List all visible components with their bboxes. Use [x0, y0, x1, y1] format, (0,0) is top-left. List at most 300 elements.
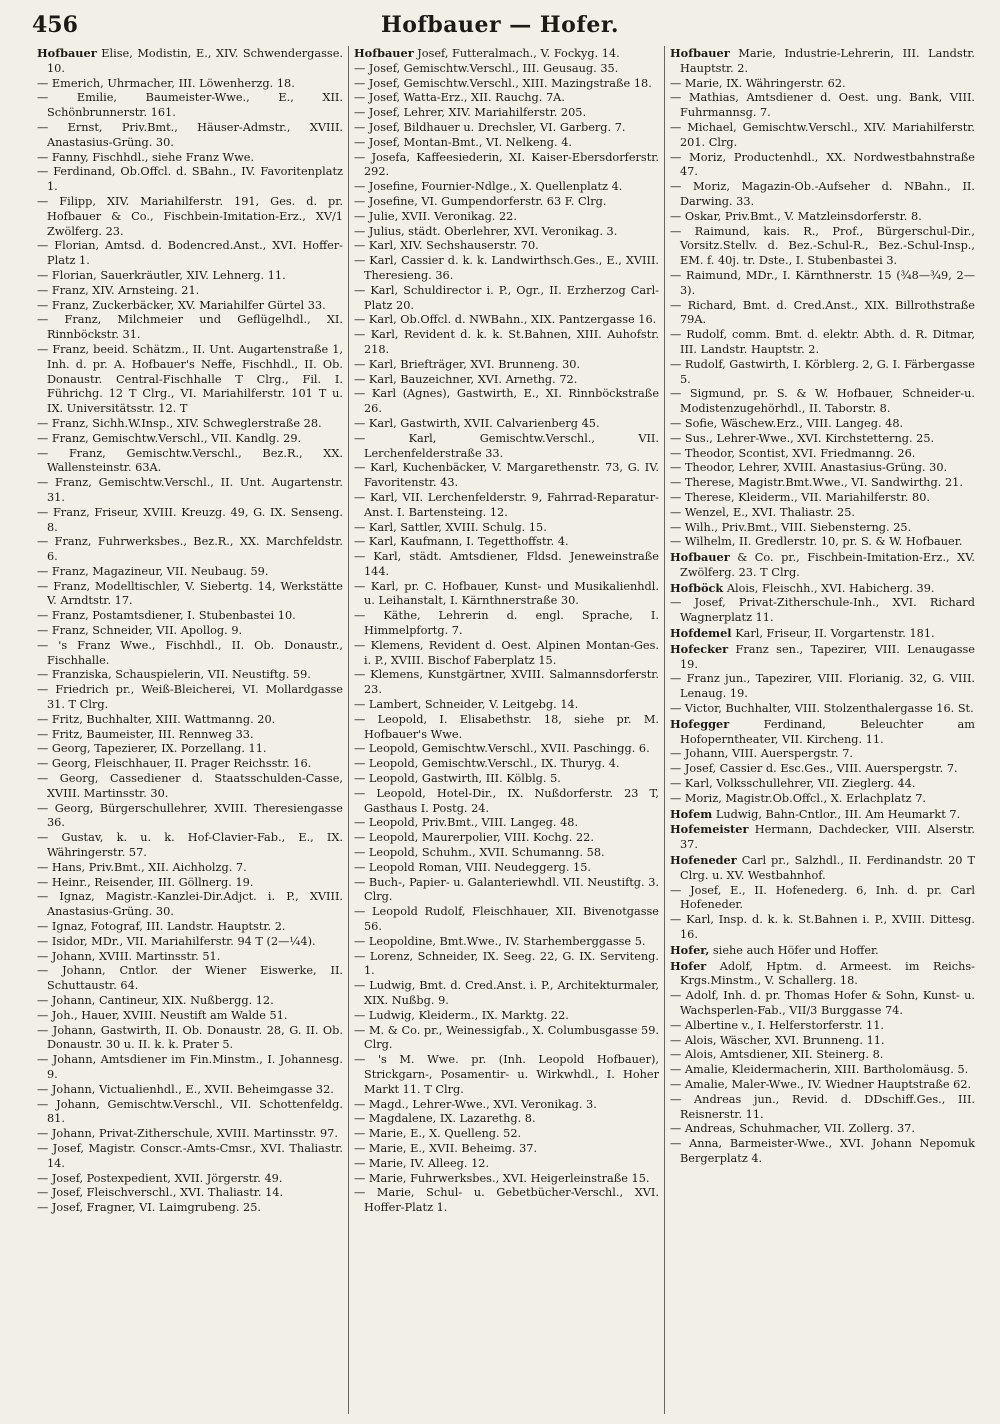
entry-text: — Johann, Cantineur, XIX. Nußbergg. 12.	[37, 994, 274, 1007]
directory-entry	[37, 46, 343, 77]
directory-entry	[37, 994, 343, 1009]
directory-entry	[354, 1142, 659, 1157]
entry-text: — Moriz, Productenhdl., XX. Nordwestbahnstraße 47.	[670, 150, 975, 179]
entry-text: — M. & Co. pr., Weinessigfab., X. Columbusgasse 59. Clrg.	[354, 1023, 659, 1052]
entry-text: — Franz, Gemischtw.Verschl., II. Unt. Augartenstr. 31.	[37, 476, 343, 504]
entry-surname: Hofem	[670, 806, 713, 821]
directory-entry	[670, 46, 975, 77]
entry-text: — 's M. Wwe. pr. (Inh. Leopold Hofbauer), Strickgarn-, Posamentir- u. Wirkwhdl., I. Hoher Markt 11. T Clrg.	[354, 1053, 659, 1096]
entry-text: — Fritz, Buchhalter, XIII. Wattmanng. 20.	[37, 712, 276, 726]
directory-entry	[670, 747, 975, 762]
directory-entry	[37, 432, 343, 447]
entry-text: — Josef, Watta-Erz., XII. Rauchg. 7A.	[354, 91, 565, 105]
directory-entry	[354, 239, 659, 254]
entry-text: — Josef, Postexpedient, XVII. Jörgerstr. 49.	[37, 1171, 283, 1185]
entry-text: — Franz, Milchmeier und Geflügelhdl., XI. Rinnböckstr. 31.	[37, 313, 343, 342]
entry-text: — Karl, Kaufmann, I. Tegetthoffstr. 4.	[354, 535, 569, 549]
directory-entry	[670, 506, 975, 521]
directory-entry	[354, 91, 659, 106]
entry-text: — Filipp, XIV. Mariahilferstr. 191, Ges. d. pr. Hofbauer & Co., Fischbein-Imitation-Erz., XV/1 Zwölferg. 23.	[37, 194, 343, 238]
entry-text: — Franz, Sichh.W.Insp., XIV. Schweglerstraße 28.	[37, 416, 322, 430]
entry-text: — Wilhelm, II. Gredlerstr. 10, pr. S. & W. Hofbauer.	[670, 535, 963, 549]
entry-text: — Heinr., Reisender, III. Göllnerg. 19.	[37, 875, 254, 889]
directory-entry	[37, 343, 343, 417]
entry-text: — Emerich, Uhrmacher, III. Löwenherzg. 18.	[37, 76, 295, 90]
entry-text: — Leopold, Gemischtw.Verschl., IX. Thuryg. 4.	[354, 757, 620, 771]
directory-entry	[670, 777, 975, 792]
entry-text: — Theodor, Lehrer, XVIII. Anastasius-Grüng. 30.	[670, 461, 948, 475]
directory-entry	[670, 225, 975, 269]
directory-entry	[354, 698, 659, 713]
entry-text: — Karl, Revident d. k. k. St.Bahnen, XIII. Auhofstr. 218.	[354, 328, 659, 356]
entry-text: Adolf, Hptm. d. Armeest. im Reichs-Krgs.Minstm., V. Schallerg. 18.	[680, 959, 976, 988]
directory-entry	[37, 757, 343, 772]
entry-text: — Moriz, Magistr.Ob.Offcl., X. Erlachplatz 7.	[670, 791, 926, 805]
entry-text: — Karl, pr. C. Hofbauer, Kunst- und Musikalienhdl. u. Leihanstalt, I. Kärnthnerstraße 30.	[354, 579, 659, 608]
entry-text: — Karl, Briefträger, XVI. Brunneng. 30.	[354, 357, 581, 371]
entry-surname: Hofecker	[670, 641, 729, 656]
entry-text: Alois, Fleischh., XVI. Habicherg. 39.	[726, 581, 935, 595]
directory-entry	[37, 506, 343, 536]
entry-text: — Franz, Postamtsdiener, I. Stubenbastei 10.	[37, 609, 296, 623]
directory-entry	[354, 432, 659, 462]
entry-text: — Amalie, Kleidermacherin, XIII. Bartholomäusg. 5.	[670, 1063, 969, 1077]
directory-entry	[670, 299, 975, 329]
directory-entry	[670, 417, 975, 432]
column-left	[32, 46, 348, 1414]
directory-entry	[354, 1053, 659, 1097]
page-header	[0, 10, 1000, 44]
entry-text: — Josef, Privat-Zitherschule-Inh., XVI. Richard Wagnerplatz 11.	[670, 596, 975, 625]
directory-entry	[354, 713, 659, 743]
directory-entry	[354, 550, 659, 580]
directory-entry	[354, 151, 659, 181]
directory-entry	[37, 668, 343, 683]
entry-text: — Marie, Fuhrwerksbes., XVI. Heigerleinstraße 15.	[354, 1171, 650, 1185]
directory-columns	[32, 46, 980, 1414]
directory-entry	[354, 905, 659, 935]
directory-entry	[37, 609, 343, 624]
entry-text: — Rudolf, Gastwirth, I. Körblerg. 2, G. I. Färbergasse 5.	[670, 357, 975, 386]
entry-text: — Karl, Volksschullehrer, VII. Zieglerg. 44.	[670, 777, 916, 791]
entry-text: — Therese, Magistr.Bmt.Wwe., VI. Sandwirthg. 21.	[670, 476, 963, 490]
entry-text: — Franz, Friseur, XVIII. Kreuzg. 49, G. IX. Senseng. 8.	[37, 505, 343, 534]
entry-text: — Leopold Rudolf, Fleischhauer, XII. Bivenotgasse 56.	[354, 905, 659, 934]
entry-text: — Hans, Priv.Bmt., XII. Aichholzg. 7.	[37, 860, 247, 874]
entry-text: Ferdinand, Beleuchter am Hofoperntheater, VII. Kircheng. 11.	[680, 717, 975, 746]
directory-entry	[354, 1172, 659, 1187]
directory-entry	[670, 1078, 975, 1093]
entry-surname: Hofböck	[670, 580, 724, 595]
entry-text: — Franz, Zuckerbäcker, XV. Mariahilfer Gürtel 33.	[37, 298, 326, 312]
entry-text: — Anna, Barmeister-Wwe., XVI. Johann Nepomuk Bergerplatz 4.	[670, 1137, 975, 1165]
directory-entry	[670, 581, 975, 597]
column-middle	[348, 46, 664, 1414]
entry-surname: Hofer,	[670, 942, 710, 957]
directory-entry	[670, 461, 975, 476]
entry-text: — Ernst, Priv.Bmt., Häuser-Admstr., XVIII. Anastasius-Grüng. 30.	[37, 120, 343, 149]
entry-text: — Lorenz, Schneider, IX. Seeg. 22, G. IX. Serviteng. 1.	[354, 949, 659, 978]
directory-entry	[670, 91, 975, 121]
directory-entry	[670, 642, 975, 673]
directory-entry	[37, 565, 343, 580]
entry-text: — Franz jun., Tapezirer, VIII. Florianig. 32, G. VIII. Lenaug. 19.	[670, 672, 975, 701]
column-right	[664, 46, 980, 1414]
page-title: Hofbauer — Hofer.	[380, 12, 620, 38]
entry-text: — Leopold, Hotel-Dir., IX. Nußdorferstr. 23 T, Gasthaus I. Postg. 24.	[354, 786, 659, 815]
directory-entry	[670, 521, 975, 536]
directory-entry	[670, 151, 975, 181]
entry-text: — Karl, städt. Amtsdiener, Fldsd. Jeneweinstraße 144.	[354, 550, 659, 578]
directory-entry	[354, 121, 659, 136]
entry-text: — Fanny, Fischhdl., siehe Franz Wwe.	[37, 150, 255, 164]
directory-entry	[37, 1009, 343, 1024]
directory-entry	[37, 195, 343, 239]
entry-text: — Käthe, Lehrerin d. engl. Sprache, I. Himmelpfortg. 7.	[354, 609, 659, 638]
entry-text: — Marie, IX. Währingerstr. 62.	[670, 76, 846, 90]
entry-text: — Marie, E., X. Quelleng. 52.	[354, 1127, 522, 1141]
entry-text: — Georg, Bürgerschullehrer, XVIII. Theresiengasse 36.	[37, 801, 343, 830]
entry-text: — Josef, E., II. Hofenederg. 6, Inh. d. pr. Carl Hofeneder.	[670, 883, 975, 912]
entry-text: — Raimund, kais. R., Prof., Bürgerschul-Dir., Vorsitz.Stellv. d. Bez.-Schul-R., Bez.-Schul-Insp., EM. f. 40j. tr. Dste., I. Stubenbastei 3.	[670, 224, 975, 268]
directory-entry	[670, 943, 975, 959]
entry-text: — Karl, Kuchenbäcker, V. Margarethenstr. 73, G. IV. Favoritenstr. 43.	[354, 461, 659, 490]
entry-text: — Johann, Cntlor. der Wiener Eiswerke, II. Schuttaustr. 64.	[37, 964, 343, 993]
directory-entry	[37, 890, 343, 920]
directory-entry	[37, 417, 343, 432]
entry-text: — Josef, Fleischverschl., XVI. Thaliastr. 14.	[37, 1186, 284, 1200]
directory-entry	[354, 876, 659, 906]
directory-entry	[670, 989, 975, 1019]
entry-text: — Amalie, Maler-Wwe., IV. Wiedner Hauptstraße 62.	[670, 1077, 972, 1091]
directory-entry	[354, 461, 659, 491]
entry-text: — Josef, Gemischtw.Verschl., III. Geusaug. 35.	[354, 61, 619, 75]
entry-text: — Andreas, Schuhmacher, VII. Zollerg. 37.	[670, 1122, 915, 1136]
directory-entry	[354, 1009, 659, 1024]
entry-text: — Leopold, Gemischtw.Verschl., XVII. Paschingg. 6.	[354, 742, 650, 756]
entry-text: Carl pr., Salzhdl., II. Ferdinandstr. 20 T Clrg. u. XV. Westbahnhof.	[680, 854, 975, 882]
directory-entry	[670, 328, 975, 358]
entry-text: — Franz, XIV. Arnsteing. 21.	[37, 283, 200, 297]
directory-entry	[354, 46, 659, 62]
directory-entry	[354, 417, 659, 432]
entry-text: — Georg, Cassediener d. Staatsschulden-Casse, XVIII. Martinsstr. 30.	[37, 772, 343, 800]
entry-text: — Ignaz, Fotograf, III. Landstr. Hauptstr. 2.	[37, 920, 286, 934]
directory-entry	[354, 225, 659, 240]
directory-entry	[670, 77, 975, 92]
directory-entry	[670, 626, 975, 642]
entry-text: — Sigmund, pr. S. & W. Hofbauer, Schneider-u. Modistenzugehörhdl., II. Taborstr. 8.	[670, 387, 975, 416]
directory-entry	[670, 1093, 975, 1123]
directory-entry	[354, 535, 659, 550]
entry-text: — Raimund, MDr., I. Kärnthnerstr. 15 (¾8—¾9, 2—3).	[670, 268, 975, 297]
entry-text: — Florian, Amtsd. d. Bodencred.Anst., XVI. Hoffer-Platz 1.	[37, 239, 343, 268]
entry-text: — Johann, Victualienhdl., E., XVII. Beheimgasse 32.	[37, 1082, 334, 1096]
directory-entry	[37, 535, 343, 565]
entry-text: — Leopold Roman, VIII. Neudeggerg. 15.	[354, 860, 591, 874]
directory-entry	[354, 816, 659, 831]
directory-entry	[670, 822, 975, 853]
entry-text: — Johann, Gemischtw.Verschl., VII. Schottenfeldg. 81.	[37, 1097, 343, 1126]
directory-entry	[37, 121, 343, 151]
entry-text: — Franz, Modelltischler, V. Siebertg. 14, Werkstätte V. Arndtstr. 17.	[37, 579, 343, 608]
entry-text: — Rudolf, comm. Bmt. d. elektr. Abth. d. R. Ditmar, III. Landstr. Hauptstr. 2.	[670, 328, 975, 356]
entry-text: — Richard, Bmt. d. Cred.Anst., XIX. Billrothstraße 79A.	[670, 298, 975, 327]
directory-entry	[354, 284, 659, 314]
entry-text: — Gustav, k. u. k. Hof-Clavier-Fab., E., IX. Währingerstr. 57.	[37, 831, 343, 860]
entry-text: — Buch-, Papier- u. Galanteriewhdl. VII. Neustiftg. 3. Clrg.	[354, 875, 659, 904]
entry-text: — Johann, Amtsdiener im Fin.Minstm., I. Johannesg. 9.	[37, 1053, 343, 1081]
directory-entry	[670, 884, 975, 914]
directory-entry	[354, 787, 659, 817]
directory-entry	[670, 792, 975, 807]
directory-entry	[37, 239, 343, 269]
entry-text: — Adolf, Inh. d. pr. Thomas Hofer & Sohn, Kunst- u. Wachsperlen-Fab., VII/3 Burggasse 74.	[670, 989, 975, 1017]
entry-text: — Sofie, Wäschew.Erz., VIII. Langeg. 48.	[670, 416, 904, 430]
directory-entry	[670, 702, 975, 717]
entry-text: — Mathias, Amtsdiener d. Oest. ung. Bank, VIII. Fuhrmannsg. 7.	[670, 91, 975, 120]
entry-text: — Karl, Bauzeichner, XVI. Arnethg. 72.	[354, 372, 578, 386]
entry-text: — Magdalene, IX. Lazarethg. 8.	[354, 1112, 536, 1126]
entry-text: — Albertine v., I. Helferstorferstr. 11.	[670, 1018, 885, 1032]
entry-text: — Josef, Gemischtw.Verschl., XIII. Mazingstraße 18.	[354, 76, 652, 90]
directory-entry	[37, 1186, 343, 1201]
directory-entry	[354, 1112, 659, 1127]
entry-text: — Karl, Ob.Offcl. d. NWBahn., XIX. Pantzergasse 16.	[354, 313, 657, 327]
directory-entry	[670, 1019, 975, 1034]
directory-entry	[354, 1157, 659, 1172]
entry-text: — Andreas jun., Revid. d. DDschiff.Ges., III. Reisnerstr. 11.	[670, 1092, 975, 1121]
directory-entry	[670, 853, 975, 884]
entry-text: Elise, Modistin, E., XIV. Schwendergasse. 10.	[47, 47, 343, 75]
directory-entry	[37, 1172, 343, 1187]
entry-surname: Hofbauer	[37, 46, 97, 60]
directory-entry	[354, 136, 659, 151]
entry-text: — Marie, IV. Alleeg. 12.	[354, 1156, 490, 1170]
directory-entry	[670, 959, 975, 990]
directory-entry	[670, 491, 975, 506]
entry-text: — Georg, Tapezierer, IX. Porzellang. 11.	[37, 742, 267, 756]
directory-entry	[670, 358, 975, 388]
directory-entry	[670, 596, 975, 626]
directory-entry	[354, 195, 659, 210]
entry-text: — Emilie, Baumeister-Wwe., E., XII. Schönbrunnerstr. 161.	[37, 91, 343, 120]
directory-entry	[670, 447, 975, 462]
entry-text: — Josef, Lehrer, XIV. Mariahilferstr. 205.	[354, 106, 587, 120]
directory-entry	[37, 639, 343, 669]
entry-text: — Georg, Fleischhauer, II. Prager Reichsstr. 16.	[37, 757, 312, 771]
directory-entry	[37, 772, 343, 802]
directory-entry	[670, 269, 975, 299]
directory-entry	[670, 913, 975, 943]
directory-entry	[670, 550, 975, 581]
entry-text: — Michael, Gemischtw.Verschl., XIV. Mariahilferstr. 201. Clrg.	[670, 120, 975, 149]
directory-entry	[354, 180, 659, 195]
entry-text: Ludwig, Bahn-Cntlor., III. Am Heumarkt 7.	[715, 807, 961, 821]
directory-entry	[354, 979, 659, 1009]
entry-text: — Johann, Gastwirth, II. Ob. Donaustr. 28, G. II. Ob. Donaustr. 30 u. II. k. k. Prater 5.	[37, 1023, 343, 1052]
directory-entry	[354, 639, 659, 669]
directory-entry	[37, 1083, 343, 1098]
directory-entry	[354, 1024, 659, 1054]
directory-entry	[37, 802, 343, 832]
directory-entry	[37, 742, 343, 757]
entry-text: Franz sen., Tapezirer, VIII. Lenaugasse 19.	[680, 642, 975, 671]
directory-entry	[37, 313, 343, 343]
entry-text: — Marie, E., XVII. Beheimg. 37.	[354, 1141, 538, 1155]
entry-text: — Leopold, Schuhm., XVII. Schumanng. 58.	[354, 846, 605, 860]
directory-entry	[670, 1063, 975, 1078]
entry-text: — Josef, Bildhauer u. Drechsler, VI. Garberg. 7.	[354, 120, 626, 134]
entry-text: — Karl, Gemischtw.Verschl., VII. Lerchenfelderstraße 33.	[354, 431, 659, 460]
entry-surname: Hofegger	[670, 716, 730, 731]
directory-entry	[37, 151, 343, 166]
directory-entry	[354, 521, 659, 536]
entry-text: — Franz, Magazineur, VII. Neubaug. 59.	[37, 564, 269, 578]
directory-entry	[37, 77, 343, 92]
entry-text: — Florian, Sauerkräutler, XIV. Lehnerg. 11.	[37, 268, 286, 282]
entry-text: — Josef, Fragner, VI. Laimgrubeng. 25.	[37, 1201, 262, 1215]
entry-text: — Johann, VIII. Auerspergstr. 7.	[670, 747, 854, 761]
directory-entry	[37, 91, 343, 121]
directory-entry	[354, 950, 659, 980]
entry-text: — Franziska, Schauspielerin, VII. Neustiftg. 59.	[37, 668, 311, 682]
directory-entry	[670, 717, 975, 748]
directory-entry	[37, 831, 343, 861]
directory-entry	[37, 1053, 343, 1083]
entry-text: — Fritz, Baumeister, III. Rennweg 33.	[37, 727, 254, 741]
entry-text: — Ludwig, Bmt. d. Cred.Anst. i. P., Architekturmaler, XIX. Nußbg. 9.	[354, 979, 659, 1007]
entry-text: — Josef, Montan-Bmt., VI. Nelkeng. 4.	[354, 135, 572, 149]
entry-surname: Hofdemel	[670, 626, 732, 641]
directory-entry	[670, 432, 975, 447]
entry-text: — Josef, Cassier d. Esc.Ges., VIII. Auerspergstr. 7.	[670, 762, 958, 776]
directory-entry	[354, 77, 659, 92]
directory-entry	[37, 165, 343, 195]
entry-text: — Friedrich pr., Weiß-Bleicherei, VI. Mollardgasse 31. T Clrg.	[37, 683, 343, 712]
directory-entry	[37, 728, 343, 743]
entry-text: — Ignaz, Magistr.-Kanzlei-Dir.Adjct. i. P., XVIII. Anastasius-Grüng. 30.	[37, 890, 343, 919]
directory-entry	[37, 950, 343, 965]
entry-text: Josef, Futteralmach., V. Fockyg. 14.	[417, 47, 620, 60]
page-number: 456	[32, 12, 78, 38]
directory-entry	[670, 180, 975, 210]
entry-text: — Julie, XVII. Veronikag. 22.	[354, 209, 517, 223]
entry-text: — Therese, Kleiderm., VII. Mariahilferstr. 80.	[670, 490, 931, 504]
directory-entry	[354, 846, 659, 861]
entry-text: — Josef, Magistr. Conscr.-Amts-Cmsr., XVI. Thaliastr. 14.	[37, 1141, 343, 1170]
directory-entry	[37, 1098, 343, 1128]
entry-text: — Franz, Schneider, VII. Apollog. 9.	[37, 624, 243, 638]
directory-entry	[670, 535, 975, 550]
entry-text: siehe auch Höfer und Hoffer.	[712, 943, 879, 957]
entry-text: — Sus., Lehrer-Wwe., XVI. Kirchstetterng. 25.	[670, 431, 935, 445]
entry-surname: Hofeneder	[670, 853, 737, 868]
directory-entry	[37, 935, 343, 950]
entry-text: — Franz, Gemischtw.Verschl., Bez.R., XX. Wallensteinstr. 63A.	[37, 446, 343, 475]
directory-entry	[354, 62, 659, 77]
directory-entry	[670, 672, 975, 702]
directory-entry	[37, 580, 343, 610]
entry-text: — Josefine, VI. Gumpendorferstr. 63 F. Clrg.	[354, 194, 607, 208]
entry-text: — Karl, Gastwirth, XVII. Calvarienberg 45.	[354, 416, 600, 430]
entry-text: — Josefa, Kaffeesiederin, XI. Kaiser-Ebersdorferstr. 292.	[354, 150, 659, 179]
directory-entry	[37, 476, 343, 506]
entry-text: — Magd., Lehrer-Wwe., XVI. Veronikag. 3.	[354, 1097, 597, 1111]
directory-entry	[670, 1048, 975, 1063]
directory-entry	[670, 1137, 975, 1167]
directory-entry	[354, 742, 659, 757]
directory-entry	[354, 1098, 659, 1113]
directory-entry	[37, 713, 343, 728]
directory-entry	[37, 964, 343, 994]
entry-text: — Theodor, Scontist, XVI. Friedmanng. 26.	[670, 446, 916, 460]
entry-text: — Franz, Gemischtw.Verschl., VII. Kandlg. 29.	[37, 431, 302, 445]
entry-text: — Julius, städt. Oberlehrer, XVI. Veronikag. 3.	[354, 224, 618, 238]
entry-surname: Hofbauer	[354, 46, 414, 60]
directory-entry	[354, 210, 659, 225]
entry-text: — Joh., Hauer, XVIII. Neustift am Walde 51.	[37, 1008, 288, 1022]
entry-surname: Hofer	[670, 958, 707, 973]
directory-entry	[37, 1142, 343, 1172]
directory-entry	[354, 757, 659, 772]
directory-entry	[354, 491, 659, 521]
directory-entry	[37, 299, 343, 314]
entry-text: — Moriz, Magazin-Ob.-Aufseher d. NBahn., II. Darwing. 33.	[670, 180, 975, 208]
directory-entry	[37, 861, 343, 876]
directory-entry	[670, 762, 975, 777]
entry-text: — Leopold, Gastwirth, III. Kölblg. 5.	[354, 772, 561, 786]
entry-surname: Hofbauer	[670, 550, 730, 565]
directory-entry	[37, 269, 343, 284]
entry-text: — Leopold, Priv.Bmt., VIII. Langeg. 48.	[354, 816, 579, 830]
entry-surname: Hofemeister	[670, 822, 749, 837]
directory-entry	[354, 580, 659, 610]
directory-entry	[354, 1127, 659, 1142]
directory-entry	[37, 284, 343, 299]
directory-entry	[670, 1122, 975, 1137]
entry-text: — Karl, Cassier d. k. k. Landwirthsch.Ges., E., XVIII. Theresieng. 36.	[354, 254, 659, 282]
entry-text: — Josefine, Fournier-Ndlge., X. Quellenplatz 4.	[354, 180, 623, 194]
directory-entry	[37, 876, 343, 891]
directory-entry	[354, 609, 659, 639]
entry-text: Karl, Friseur, II. Vorgartenstr. 181.	[735, 627, 935, 641]
directory-entry	[354, 328, 659, 358]
directory-entry	[354, 772, 659, 787]
entry-text: — Oskar, Priv.Bmt., V. Matzleinsdorferstr. 8.	[670, 209, 922, 223]
entry-text: — Ludwig, Kleiderm., IX. Marktg. 22.	[354, 1008, 569, 1022]
directory-entry	[37, 683, 343, 713]
directory-entry	[37, 624, 343, 639]
entry-text: & Co. pr., Fischbein-Imitation-Erz., XV. Zwölferg. 23. T Clrg.	[680, 551, 975, 579]
directory-entry	[670, 1034, 975, 1049]
directory-entry	[354, 106, 659, 121]
entry-text: — Isidor, MDr., VII. Mariahilferstr. 94 T (2—¼4).	[37, 934, 316, 948]
directory-entry	[37, 920, 343, 935]
entry-text: — Alois, Wäscher, XVI. Brunneng. 11.	[670, 1033, 885, 1047]
entry-text: — Klemens, Revident d. Oest. Alpinen Montan-Ges. i. P., XVIII. Bischof Faberplatz 15.	[354, 638, 659, 667]
entry-text: — Johann, XVIII. Martinsstr. 51.	[37, 949, 221, 963]
entry-text: — Leopold, I. Elisabethstr. 18, siehe pr. M. Hofbauer's Wwe.	[354, 712, 659, 741]
entry-text: — Ferdinand, Ob.Offcl. d. SBahn., IV. Favoritenplatz 1.	[37, 165, 343, 194]
directory-entry	[670, 476, 975, 491]
directory-entry	[354, 373, 659, 388]
directory-entry	[354, 313, 659, 328]
entry-text: — Marie, Schul- u. Gebetbücher-Verschl., XVI. Hoffer-Platz 1.	[354, 1186, 659, 1215]
directory-entry	[354, 387, 659, 417]
entry-text: — 's Franz Wwe., Fischhdl., II. Ob. Donaustr., Fischhalle.	[37, 638, 343, 667]
directory-entry	[37, 1024, 343, 1054]
